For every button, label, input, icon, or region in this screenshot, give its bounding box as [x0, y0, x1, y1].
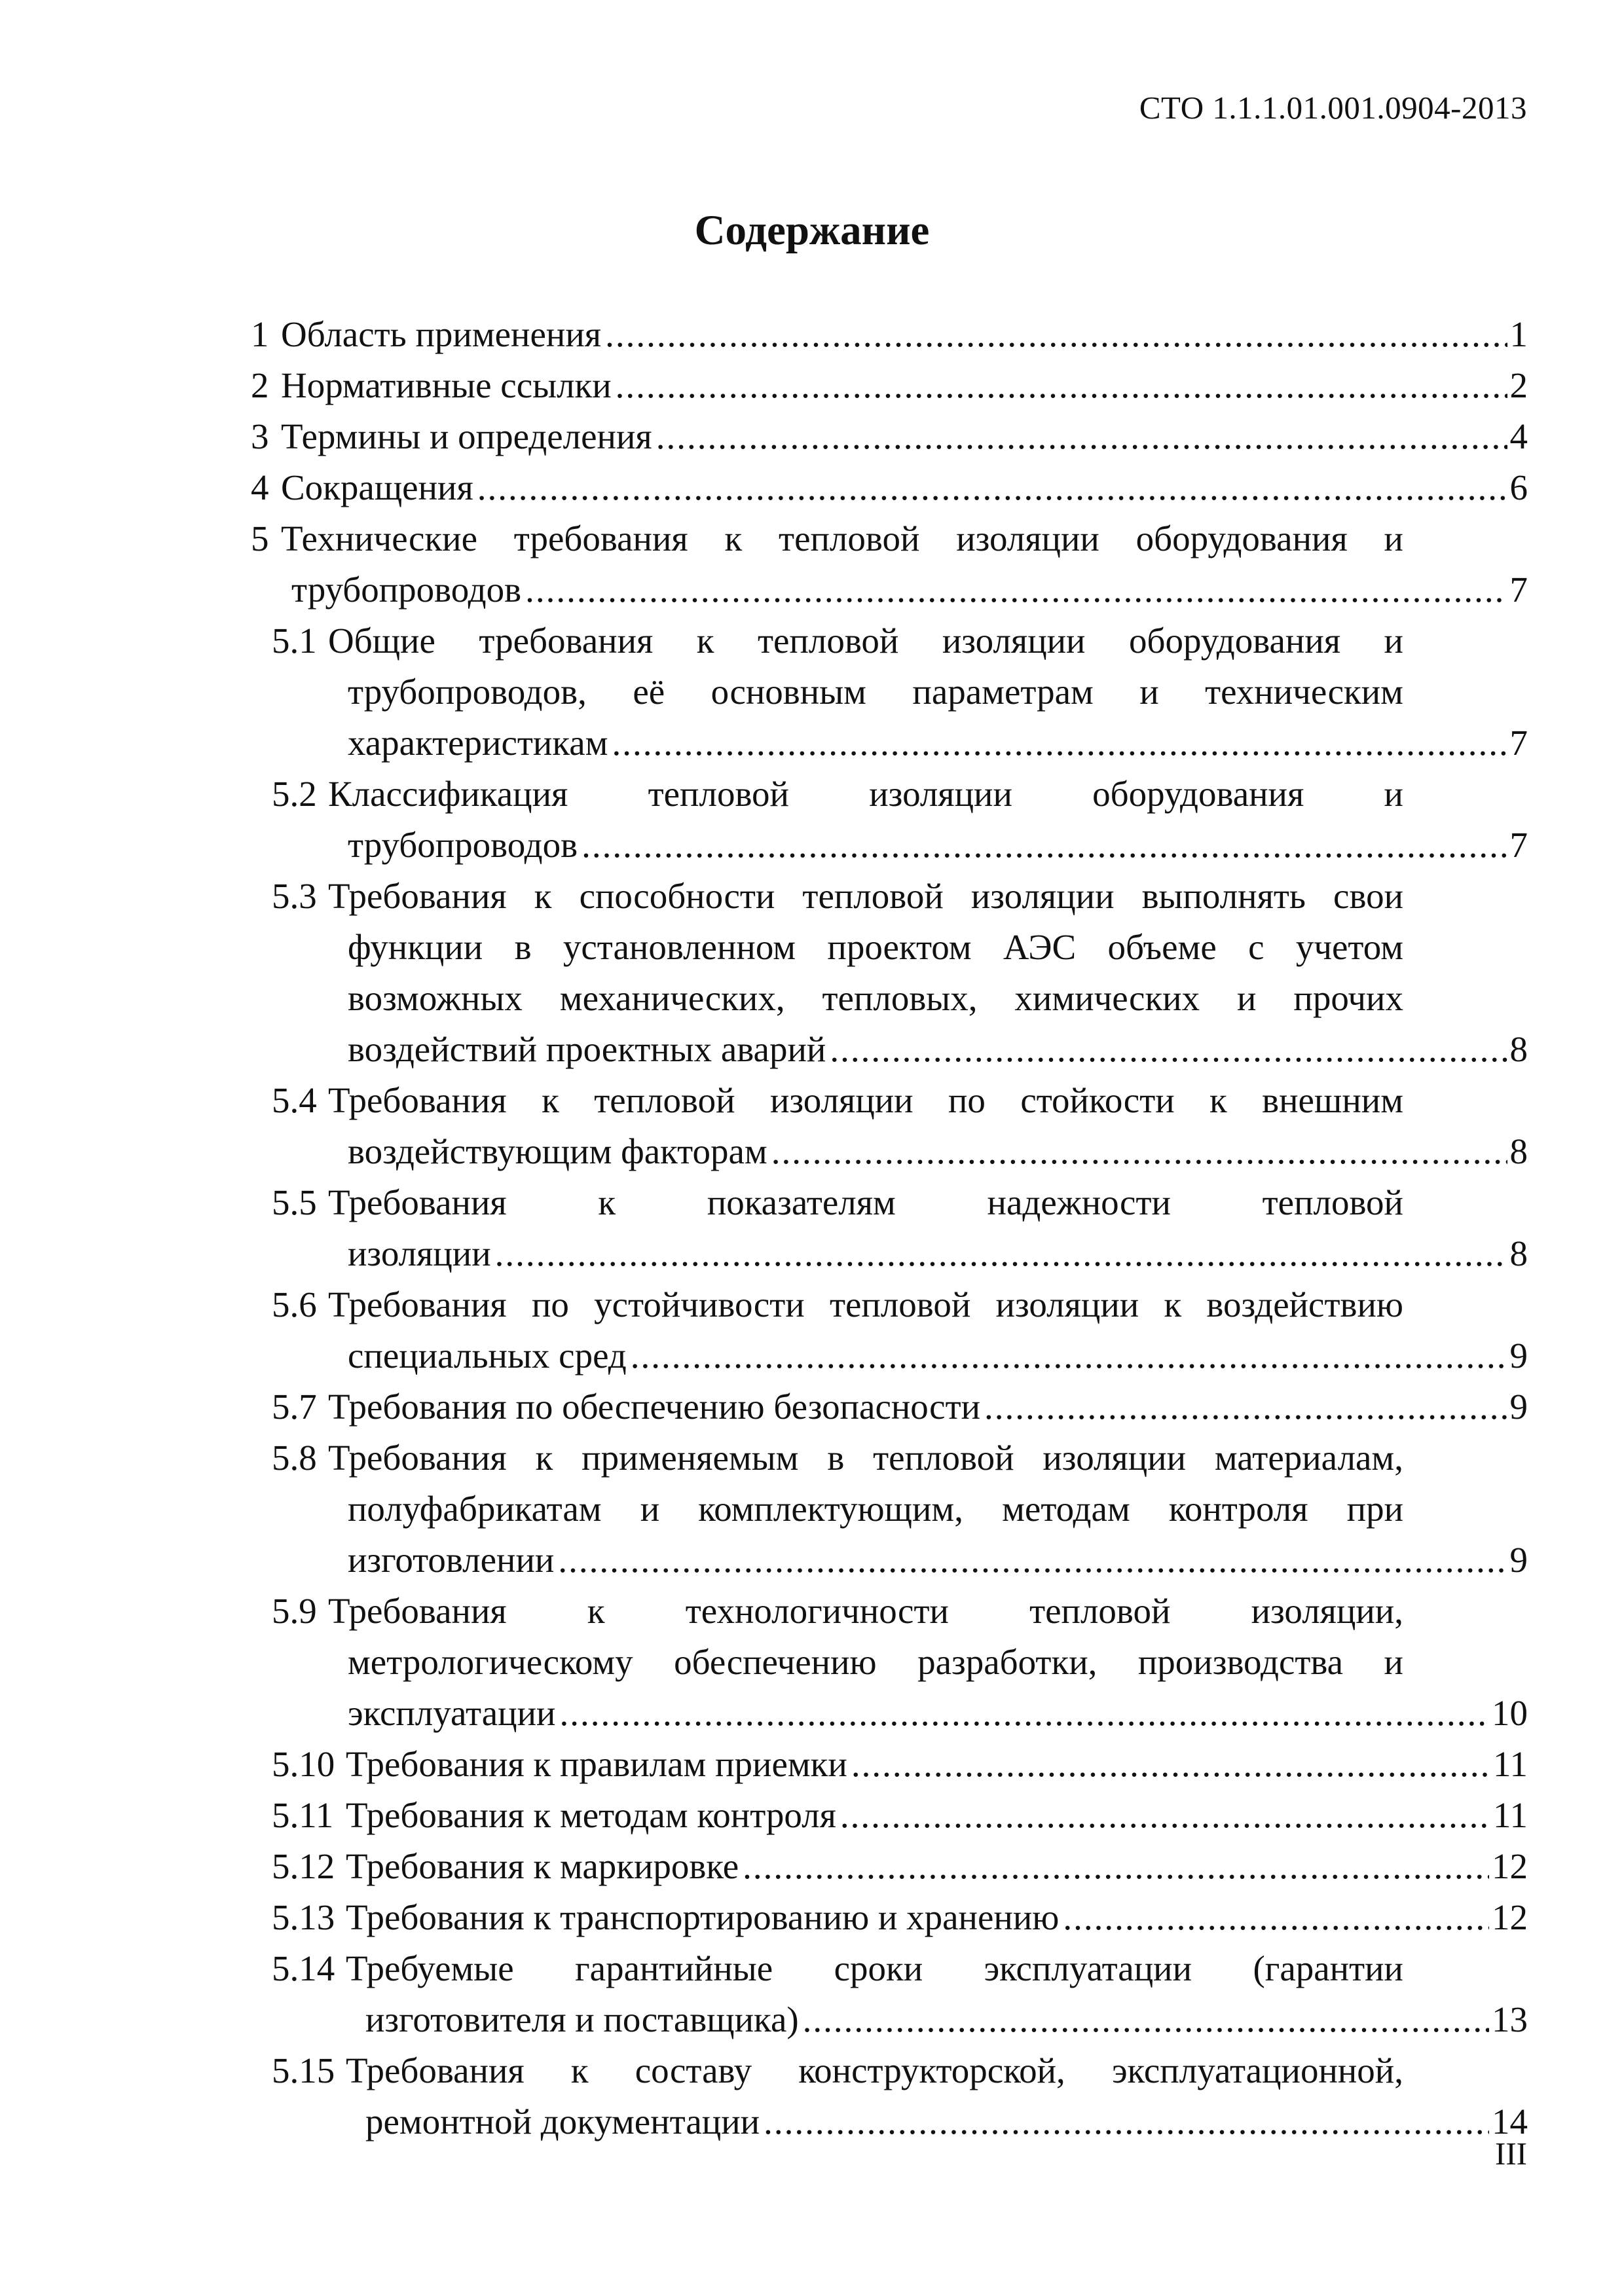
toc-entry-line: Требования по устойчивости тепловой изоляции к воздействию: [328, 1285, 1403, 1324]
toc-entry: [251, 615, 1528, 769]
toc-entry-label: Требования к маркировке: [346, 1846, 739, 1886]
toc-entry-line: Требования к применяемым в тепловой изоляции материалам,: [328, 1438, 1403, 1478]
toc-entry: [251, 462, 1528, 513]
toc-entry-page: 9: [1509, 1540, 1528, 1580]
page-number: III: [1495, 2136, 1527, 2172]
toc-entry-label: Требования к методам контроля: [346, 1795, 836, 1835]
toc-entry-label: трубопроводов: [348, 825, 578, 865]
toc-entry-page: 1: [1509, 314, 1528, 354]
toc-entry-title[interactable]: [346, 1841, 1528, 1892]
toc-entry-number: 5.11: [272, 1795, 334, 1835]
dot-leader: [631, 1330, 1507, 1381]
toc-entry-page: 11: [1493, 1744, 1528, 1784]
toc-entry-label: Область применения: [281, 314, 602, 354]
toc-entry-title[interactable]: [348, 1688, 1528, 1739]
dot-leader: [840, 1790, 1490, 1841]
toc-entry: [251, 411, 1528, 462]
toc-entry-title[interactable]: [281, 462, 1528, 513]
toc-entry-page: 8: [1509, 1029, 1528, 1069]
toc-entry-title[interactable]: [348, 718, 1528, 769]
toc-entry-label: воздействующим факторам: [348, 1131, 767, 1171]
dot-leader: [984, 1381, 1507, 1432]
toc-entry-label: Требования по обеспечению безопасности: [328, 1387, 981, 1427]
toc-entry-label: трубопроводов: [291, 570, 522, 610]
toc-entry-number: 5.1: [272, 621, 317, 661]
toc-entry-line: Требуемые гарантийные сроки эксплуатации (гарантии: [346, 1948, 1403, 1988]
toc-entry-title[interactable]: [281, 411, 1528, 462]
toc-entry-title[interactable]: [346, 1892, 1528, 1943]
toc-entry-page: 8: [1509, 1233, 1528, 1273]
toc-entry-number: 5.12: [272, 1846, 335, 1886]
toc-entry-page: 7: [1509, 723, 1528, 763]
toc-entry-number: 3: [251, 416, 269, 456]
toc-entry-title[interactable]: [348, 1126, 1528, 1177]
toc-entry-number: 1: [251, 314, 269, 354]
toc-entry: [251, 1586, 1528, 1739]
dot-leader: [612, 718, 1507, 769]
toc-entry-number: 5.2: [272, 774, 317, 814]
dot-leader: [605, 309, 1507, 360]
toc-entry-label: характеристикам: [348, 723, 608, 763]
toc-entry: [251, 1790, 1528, 1841]
toc-entry: [251, 1075, 1528, 1177]
toc-entry-title[interactable]: [328, 1381, 1528, 1432]
dot-leader: [559, 1688, 1489, 1739]
toc-entry-page: 12: [1492, 1897, 1528, 1937]
toc-entry-number: 5.15: [272, 2050, 335, 2090]
toc-entry-page: 10: [1492, 1693, 1528, 1733]
toc-entry-label: эксплуатации: [348, 1693, 556, 1733]
toc-entry-line: Требования к технологичности тепловой изоляции,: [328, 1591, 1403, 1631]
toc-entry: [251, 2045, 1528, 2147]
toc-entry-number: 5.14: [272, 1948, 335, 1988]
toc-entry-line: Общие требования к тепловой изоляции оборудования и: [328, 621, 1403, 661]
dot-leader: [764, 2096, 1489, 2147]
toc-entry-number: 5.13: [272, 1897, 335, 1937]
toc-entry-number: 5.4: [272, 1080, 317, 1120]
toc-entry-page: 2: [1509, 365, 1528, 405]
toc-entry: [251, 1739, 1528, 1790]
dot-leader: [581, 820, 1507, 871]
toc-entry-label: ремонтной документации: [365, 2102, 760, 2141]
table-of-contents: [251, 309, 1528, 2147]
toc-entry-label: изготовлении: [348, 1540, 555, 1580]
toc-entry: [251, 360, 1528, 411]
toc-entry: [251, 1943, 1528, 2045]
toc-entry-line: Классификация тепловой изоляции оборудования и: [328, 774, 1403, 814]
toc-title: Содержание: [694, 207, 930, 254]
toc-entry-page: 9: [1509, 1336, 1528, 1376]
toc-entry-page: 7: [1509, 570, 1528, 610]
toc-entry-page: 11: [1493, 1795, 1528, 1835]
toc-entry-number: 5.3: [272, 876, 317, 916]
toc-entry-page: 13: [1492, 1999, 1528, 2039]
document-code: СТО 1.1.1.01.001.0904-2013: [1139, 90, 1527, 126]
toc-entry-number: 5.9: [272, 1591, 317, 1631]
toc-entry-label: изготовителя и поставщика): [365, 1999, 799, 2039]
toc-entry-title[interactable]: [291, 564, 1528, 615]
toc-entry-line: функции в установленном проектом АЭС объеме с учетом: [348, 927, 1403, 967]
toc-entry-line: Требования к составу конструкторской, эксплуатационной,: [346, 2050, 1403, 2090]
toc-entry-title[interactable]: [365, 1994, 1528, 2045]
toc-entry-label: воздействий проектных аварий: [348, 1029, 826, 1069]
toc-entry-line: метрологическому обеспечению разработки, производства и: [348, 1642, 1403, 1682]
toc-entry-line: Требования к показателям надежности тепловой: [328, 1182, 1403, 1222]
dot-leader: [1063, 1892, 1489, 1943]
dot-leader: [656, 411, 1507, 462]
toc-entry: [251, 769, 1528, 871]
toc-entry: [251, 309, 1528, 360]
toc-entry: [251, 1177, 1528, 1279]
toc-entry: [251, 1381, 1528, 1432]
dot-leader: [830, 1024, 1507, 1075]
toc-entry-number: 5.5: [272, 1182, 317, 1222]
toc-entry: [251, 513, 1528, 615]
dot-leader: [743, 1841, 1489, 1892]
toc-entry-line: возможных механических, тепловых, химических и прочих: [348, 978, 1403, 1018]
toc-entry-title[interactable]: [348, 1535, 1528, 1586]
toc-entry-label: Требования к транспортированию и хранению: [346, 1897, 1060, 1937]
toc-entry-label: изоляции: [348, 1233, 491, 1273]
toc-entry-title[interactable]: [346, 1739, 1528, 1790]
toc-entry-label: Сокращения: [281, 467, 473, 507]
toc-entry-label: Нормативные ссылки: [281, 365, 612, 405]
toc-entry-label: специальных сред: [348, 1336, 627, 1376]
toc-entry: [251, 1279, 1528, 1381]
dot-leader: [771, 1126, 1507, 1177]
toc-entry-page: 8: [1509, 1131, 1528, 1171]
toc-entry-page: 4: [1509, 416, 1528, 456]
toc-entry-number: 5.6: [272, 1285, 317, 1324]
toc-entry-line: Технические требования к тепловой изоляции оборудования и: [281, 519, 1403, 558]
toc-entry-title[interactable]: [348, 1228, 1528, 1279]
toc-entry-line: Требования к тепловой изоляции по стойкости к внешним: [328, 1080, 1403, 1120]
toc-entry-number: 5.10: [272, 1744, 335, 1784]
toc-entry-label: Требования к правилам приемки: [346, 1744, 847, 1784]
toc-entry-page: 14: [1492, 2102, 1528, 2141]
toc-entry: [251, 871, 1528, 1075]
toc-entry-number: 5: [251, 519, 269, 558]
dot-leader: [525, 564, 1507, 615]
toc-entry-line: полуфабрикатам и комплектующим, методам контроля при: [348, 1489, 1403, 1529]
toc-entry: [251, 1841, 1528, 1892]
dot-leader: [616, 360, 1507, 411]
dot-leader: [851, 1739, 1490, 1790]
toc-entry-page: 12: [1492, 1846, 1528, 1886]
toc-entry-label: Термины и определения: [281, 416, 652, 456]
dot-leader: [477, 462, 1507, 513]
toc-entry: [251, 1892, 1528, 1943]
toc-entry-line: трубопроводов, её основным параметрам и техническим: [348, 672, 1403, 712]
toc-entry-page: 9: [1509, 1387, 1528, 1427]
dot-leader: [803, 1994, 1489, 2045]
toc-entry-title[interactable]: [348, 820, 1528, 871]
toc-entry: [251, 1432, 1528, 1586]
dot-leader: [558, 1535, 1507, 1586]
dot-leader: [495, 1228, 1507, 1279]
toc-entry-page: 6: [1509, 467, 1528, 507]
toc-entry-page: 7: [1509, 825, 1528, 865]
toc-entry-title[interactable]: [281, 360, 1528, 411]
toc-entry-title[interactable]: [365, 2096, 1528, 2147]
toc-entry-title[interactable]: [281, 309, 1528, 360]
toc-entry-title[interactable]: [348, 1024, 1528, 1075]
toc-entry-number: 4: [251, 467, 269, 507]
toc-entry-number: 5.8: [272, 1438, 317, 1478]
toc-entry-number: 2: [251, 365, 269, 405]
toc-entry-title[interactable]: [348, 1330, 1528, 1381]
toc-entry-number: 5.7: [272, 1387, 317, 1427]
toc-entry-line: Требования к способности тепловой изоляции выполнять свои: [328, 876, 1403, 916]
toc-entry-title[interactable]: [346, 1790, 1528, 1841]
